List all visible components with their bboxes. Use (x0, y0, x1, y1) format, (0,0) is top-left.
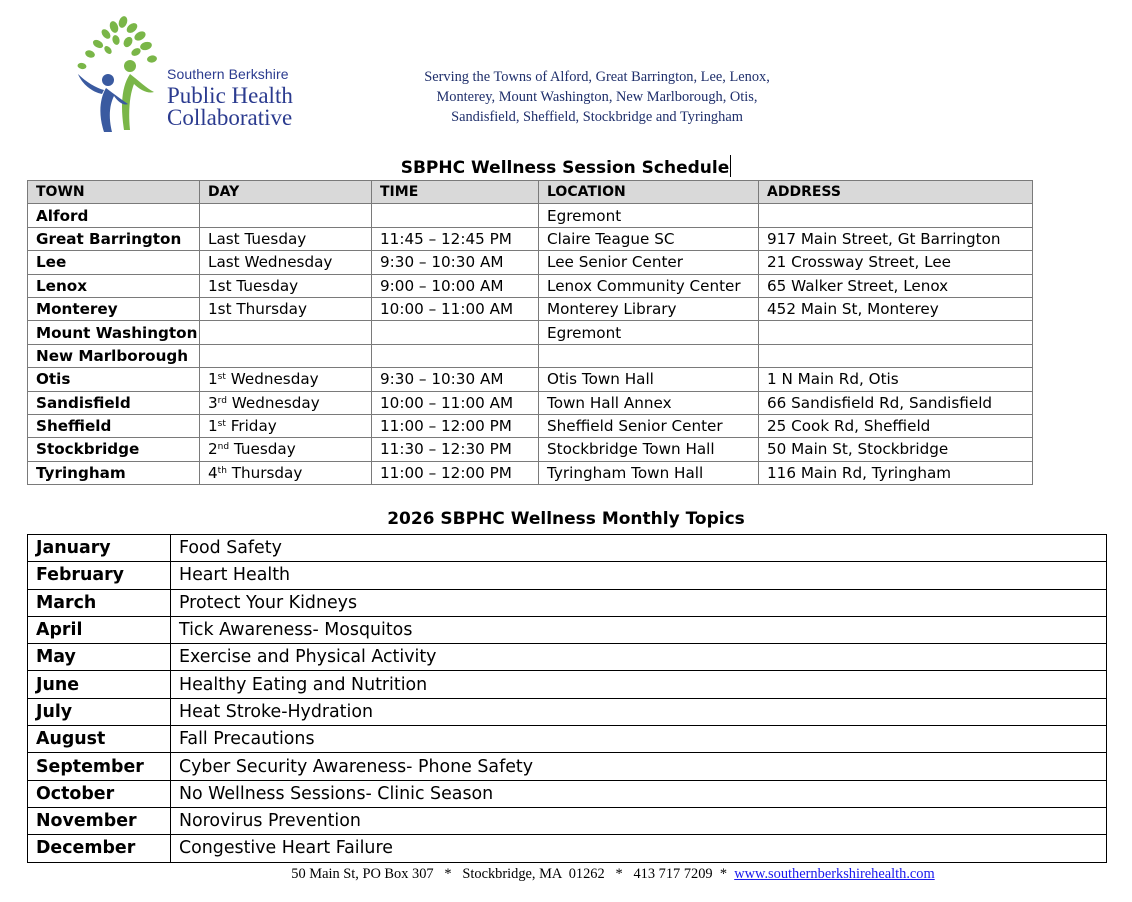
schedule-row (28, 227, 1033, 250)
day-ordinal-suffix: st (217, 419, 226, 430)
topic-cell: No Wellness Sessions- Clinic Season (171, 780, 1107, 807)
topic-row (28, 726, 1107, 753)
tree-people-logo-icon (70, 14, 170, 136)
day-text: Thursday (226, 463, 303, 482)
day-cell (200, 227, 372, 250)
logo-title-line-1: Public Health (167, 83, 293, 108)
time-cell: 9:30 – 10:30 AM (372, 251, 539, 274)
town-cell: Monterey (28, 297, 200, 320)
schedule-row (28, 368, 1033, 391)
day-ordinal-number: 3 (208, 393, 218, 412)
time-cell (372, 321, 539, 344)
day-ordinal-suffix: th (217, 465, 227, 476)
address-cell (759, 344, 1033, 367)
town-cell: Sandisfield (28, 391, 200, 414)
logo-org-name: Southern Berkshire (167, 66, 289, 82)
day-cell (200, 368, 372, 391)
day-ordinal-number: 1 (208, 417, 218, 436)
topic-cell: Tick Awareness- Mosquitos (171, 616, 1107, 643)
month-cell: December (28, 835, 171, 862)
time-cell: 11:45 – 12:45 PM (372, 227, 539, 250)
footer-contact (0, 866, 1132, 883)
schedule-row (28, 204, 1033, 227)
schedule-row (28, 344, 1033, 367)
topic-cell: Protect Your Kidneys (171, 589, 1107, 616)
month-cell: January (28, 535, 171, 562)
schedule-row (28, 274, 1033, 297)
town-cell: Lenox (28, 274, 200, 297)
topic-row (28, 671, 1107, 698)
service-area-line: Sandisfield, Sheffield, Stockbridge and Tyringham (451, 109, 743, 125)
time-cell: 11:30 – 12:30 PM (372, 438, 539, 461)
time-cell: 9:00 – 10:00 AM (372, 274, 539, 297)
location-cell: Egremont (539, 321, 759, 344)
time-cell: 9:30 – 10:30 AM (372, 368, 539, 391)
topic-row (28, 562, 1107, 589)
day-ordinal-number: 2 (208, 440, 218, 459)
topic-cell: Norovirus Prevention (171, 807, 1107, 834)
town-cell: Mount Washington (28, 321, 200, 344)
topic-row (28, 535, 1107, 562)
month-cell: March (28, 589, 171, 616)
town-cell: Alford (28, 204, 200, 227)
town-cell: Tyringham (28, 461, 200, 484)
time-cell: 10:00 – 11:00 AM (372, 391, 539, 414)
address-cell (759, 321, 1033, 344)
schedule-title-text: SBPHC Wellness Session Schedule (400, 158, 730, 178)
location-cell: Sheffield Senior Center (539, 414, 759, 437)
address-cell: 917 Main Street, Gt Barrington (759, 227, 1033, 250)
topic-cell: Healthy Eating and Nutrition (171, 671, 1107, 698)
town-cell: Great Barrington (28, 227, 200, 250)
schedule-body (28, 204, 1033, 485)
column-header-town: TOWN (28, 181, 200, 204)
day-cell (200, 414, 372, 437)
column-header-address: ADDRESS (759, 181, 1033, 204)
time-cell: 11:00 – 12:00 PM (372, 414, 539, 437)
town-cell: Sheffield (28, 414, 200, 437)
location-cell: Monterey Library (539, 297, 759, 320)
address-cell: 65 Walker Street, Lenox (759, 274, 1033, 297)
footer-address: 50 Main St, PO Box 307 * Stockbridge, MA 01262 * 413 717 7209 * (291, 866, 735, 882)
topic-cell: Food Safety (171, 535, 1107, 562)
topic-cell: Heat Stroke-Hydration (171, 698, 1107, 725)
town-cell: Stockbridge (28, 438, 200, 461)
location-cell: Tyringham Town Hall (539, 461, 759, 484)
month-cell: October (28, 780, 171, 807)
address-cell: 25 Cook Rd, Sheffield (759, 414, 1033, 437)
address-cell: 21 Crossway Street, Lee (759, 251, 1033, 274)
day-text: 1st Tuesday (208, 276, 299, 295)
schedule-row (28, 438, 1033, 461)
topic-row (28, 807, 1107, 834)
schedule-row (28, 297, 1033, 320)
topic-cell: Congestive Heart Failure (171, 835, 1107, 862)
day-cell (200, 461, 372, 484)
organization-logo (70, 14, 320, 136)
schedule-header-row (28, 181, 1033, 204)
topic-row (28, 589, 1107, 616)
month-cell: September (28, 753, 171, 780)
schedule-row (28, 251, 1033, 274)
topic-cell: Cyber Security Awareness- Phone Safety (171, 753, 1107, 780)
day-cell (200, 344, 372, 367)
day-text: Last Wednesday (208, 253, 333, 272)
day-ordinal-suffix: st (217, 372, 226, 383)
service-area-line: Monterey, Mount Washington, New Marlborough, Otis, (436, 89, 758, 105)
location-cell: Egremont (539, 204, 759, 227)
month-cell: July (28, 698, 171, 725)
location-cell (539, 344, 759, 367)
address-cell: 1 N Main Rd, Otis (759, 368, 1033, 391)
day-cell (200, 321, 372, 344)
service-area-text (380, 67, 814, 127)
topics-title: 2026 SBPHC Wellness Monthly Topics (387, 509, 745, 529)
day-text: Wednesday (225, 370, 319, 389)
column-header-location: LOCATION (539, 181, 759, 204)
schedule-row (28, 321, 1033, 344)
schedule-row (28, 461, 1033, 484)
text-cursor (730, 155, 731, 177)
month-cell: February (28, 562, 171, 589)
service-area-line: Serving the Towns of Alford, Great Barrington, Lee, Lenox, (424, 69, 770, 85)
column-header-time: TIME (372, 181, 539, 204)
topics-body (28, 535, 1107, 863)
address-cell: 50 Main St, Stockbridge (759, 438, 1033, 461)
day-ordinal-suffix: nd (217, 442, 230, 453)
town-cell: Lee (28, 251, 200, 274)
address-cell: 452 Main St, Monterey (759, 297, 1033, 320)
topic-cell: Exercise and Physical Activity (171, 644, 1107, 671)
day-cell (200, 251, 372, 274)
schedule-title (0, 155, 1132, 178)
topic-row (28, 698, 1107, 725)
logo-title-line-2: Collaborative (167, 105, 293, 130)
day-text: Friday (225, 417, 277, 436)
topic-row (28, 835, 1107, 862)
column-header-day: DAY (200, 181, 372, 204)
day-ordinal-number: 4 (208, 463, 218, 482)
month-cell: June (28, 671, 171, 698)
topic-cell: Heart Health (171, 562, 1107, 589)
month-cell: April (28, 616, 171, 643)
time-cell: 10:00 – 11:00 AM (372, 297, 539, 320)
schedule-row (28, 414, 1033, 437)
topic-row (28, 753, 1107, 780)
location-cell: Lee Senior Center (539, 251, 759, 274)
wellness-schedule-table (27, 180, 1033, 485)
website-link[interactable]: www.southernberkshirehealth.com (734, 866, 935, 882)
schedule-row (28, 391, 1033, 414)
day-ordinal-number: 1 (208, 370, 218, 389)
location-cell: Otis Town Hall (539, 368, 759, 391)
location-cell: Stockbridge Town Hall (539, 438, 759, 461)
day-text: Last Tuesday (208, 229, 307, 248)
location-cell: Lenox Community Center (539, 274, 759, 297)
month-cell: August (28, 726, 171, 753)
day-ordinal-suffix: rd (217, 395, 227, 406)
day-text: Wednesday (226, 393, 320, 412)
time-cell (372, 204, 539, 227)
day-text: 1st Thursday (208, 300, 307, 319)
monthly-topics-table (27, 534, 1107, 863)
topic-row (28, 616, 1107, 643)
schedule-header (28, 181, 1033, 204)
town-cell: Otis (28, 368, 200, 391)
day-cell (200, 274, 372, 297)
day-cell (200, 391, 372, 414)
topic-row (28, 780, 1107, 807)
month-cell: November (28, 807, 171, 834)
month-cell: May (28, 644, 171, 671)
location-cell: Town Hall Annex (539, 391, 759, 414)
topic-cell: Fall Precautions (171, 726, 1107, 753)
location-cell: Claire Teague SC (539, 227, 759, 250)
day-cell (200, 204, 372, 227)
time-cell: 11:00 – 12:00 PM (372, 461, 539, 484)
day-cell (200, 297, 372, 320)
address-cell: 66 Sandisfield Rd, Sandisfield (759, 391, 1033, 414)
day-cell (200, 438, 372, 461)
address-cell (759, 204, 1033, 227)
address-cell: 116 Main Rd, Tyringham (759, 461, 1033, 484)
day-text: Tuesday (229, 440, 296, 459)
town-cell: New Marlborough (28, 344, 200, 367)
time-cell (372, 344, 539, 367)
topic-row (28, 644, 1107, 671)
